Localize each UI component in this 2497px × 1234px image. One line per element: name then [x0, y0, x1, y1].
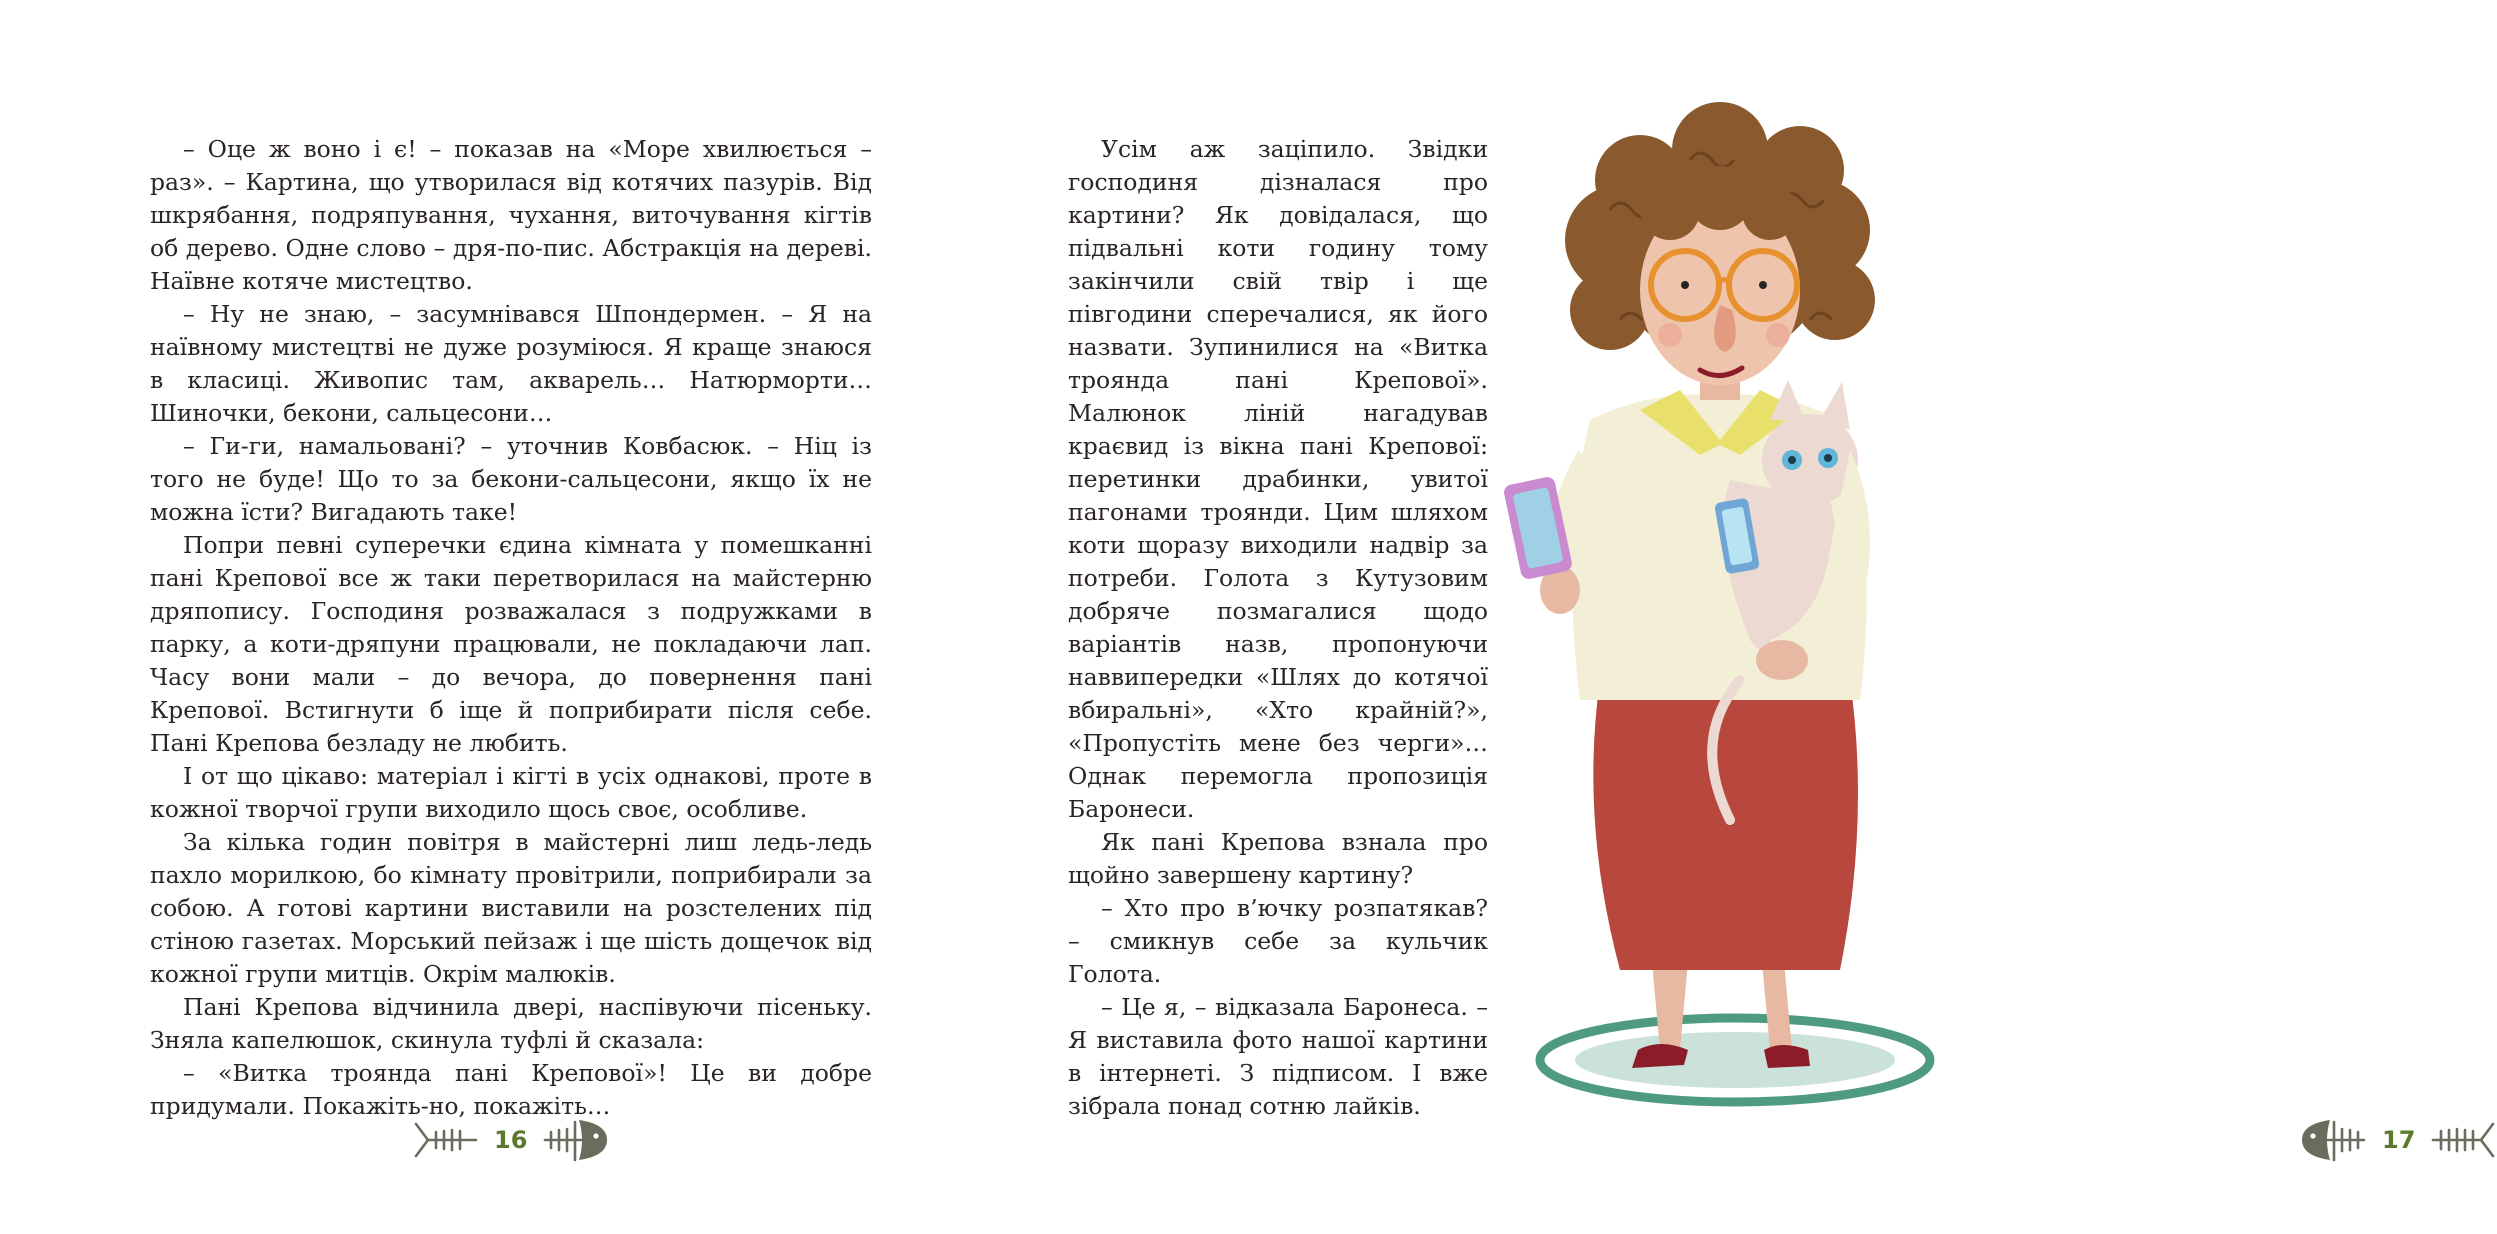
paragraph: Попри певні суперечки єдина кімната у помешканні пані Крепової все ж таки перетворилася на майстерню дряпопису. Господиня розважалася з подружками в парку, а коти-дряпуни працювали, не покладаючи лап. Часу вони мали – до вечора, до повернення пані Крепової. Встигнути б іще й поприбирати після себе. Пані Крепова безладу не любить. [150, 531, 872, 757]
left-page-folio [412, 1110, 609, 1170]
paragraph: – Ги-ги, намальовані? – уточнив Ковбасюк. – Ніц із того не буде! Що то за бекони-сальцесони, якщо їх не можна їсти? Вигадають таке! [150, 432, 872, 526]
page-number: 17 [2382, 1126, 2416, 1154]
paragraph: Пані Крепова відчинила двері, наспівуючи пісеньку. Зняла капелюшок, скинула туфлі й сказала: [150, 993, 872, 1054]
fish-skeleton-icon [2300, 1114, 2368, 1166]
left-page [0, 0, 960, 1234]
right-page-text [1068, 133, 1488, 1123]
paragraph: – Ну не знаю, – засумнівався Шпондермен. – Я на наївному мистецтві не дуже розуміюся. Я краще знаюся в класиці. Живопис там, акварель… Натюрморти… Шиночки, бекони, сальцесони… [150, 300, 872, 427]
paragraph: За кілька годин повітря в майстерні лиш ледь-ледь пахло морилкою, бо кімнату провітрили, поприбирали за собою. А готові картини виставили на розстелених під стіною газетах. Морський пейзаж і ще шість дощечок від кожної групи митців. Окрім малюків. [150, 828, 872, 988]
paragraph: – Оце ж воно і є! – показав на «Море хвилюється – раз». – Картина, що утворилася від котячих пазурів. Від шкрябання, подряпування, чухання, виточування кігтів об дерево. Одне слово – дря-по-пис. Абстракція на дереві. Наївне котяче мистецтво. [150, 135, 872, 295]
woman-with-cat-illustration [1520, 120, 1920, 1120]
paragraph: – «Витка троянда пані Крепової»! Це ви добре придумали. Покажіть-но, покажіть… [150, 1059, 872, 1120]
paragraph: Усім аж заціпило. Звідки господиня дізналася про картини? Як довідалася, що підвальні коти годину тому закінчили свій твір і ще півгодини сперечалися, як його назвати. Зупинилися на «Витка троянда пані Крепової». Малюнок ліній нагадував краєвид із вікна пані Крепової: перетинки драбинки, увитої пагонами троянди. Цим шляхом коти щоразу виходили надвір за потреби. Голота з Кутузовим добряче позмагалися щодо варіантів назв, пропонуючи наввипередки «Шлях до котячої вбиральні», «Хто крайній?», «Пропустіть мене без черги»… Однак перемогла пропозиція Баронеси. [1068, 135, 1488, 823]
paragraph: І от що цікаво: матеріал і кігті в усіх однакові, проте в кожної творчої групи виходило щось своє, особливе. [150, 762, 872, 823]
fish-skeleton-icon [412, 1114, 480, 1166]
paragraph: – Це я, – відказала Баронеса. – Я виставила фото нашої картини в інтернеті. З підписом. І вже зібрала понад сотню лайків. [1068, 993, 1488, 1120]
left-page-text [150, 133, 872, 1123]
fish-skeleton-icon [541, 1114, 609, 1166]
paragraph: Як пані Крепова взнала про щойно завершену картину? [1068, 828, 1488, 889]
paragraph: – Хто про в’ючку розпатякав? – смикнув себе за кульчик Голота. [1068, 894, 1488, 988]
right-page-folio [2300, 1110, 2497, 1170]
page-number: 16 [494, 1126, 528, 1154]
fish-skeleton-icon [2429, 1114, 2497, 1166]
